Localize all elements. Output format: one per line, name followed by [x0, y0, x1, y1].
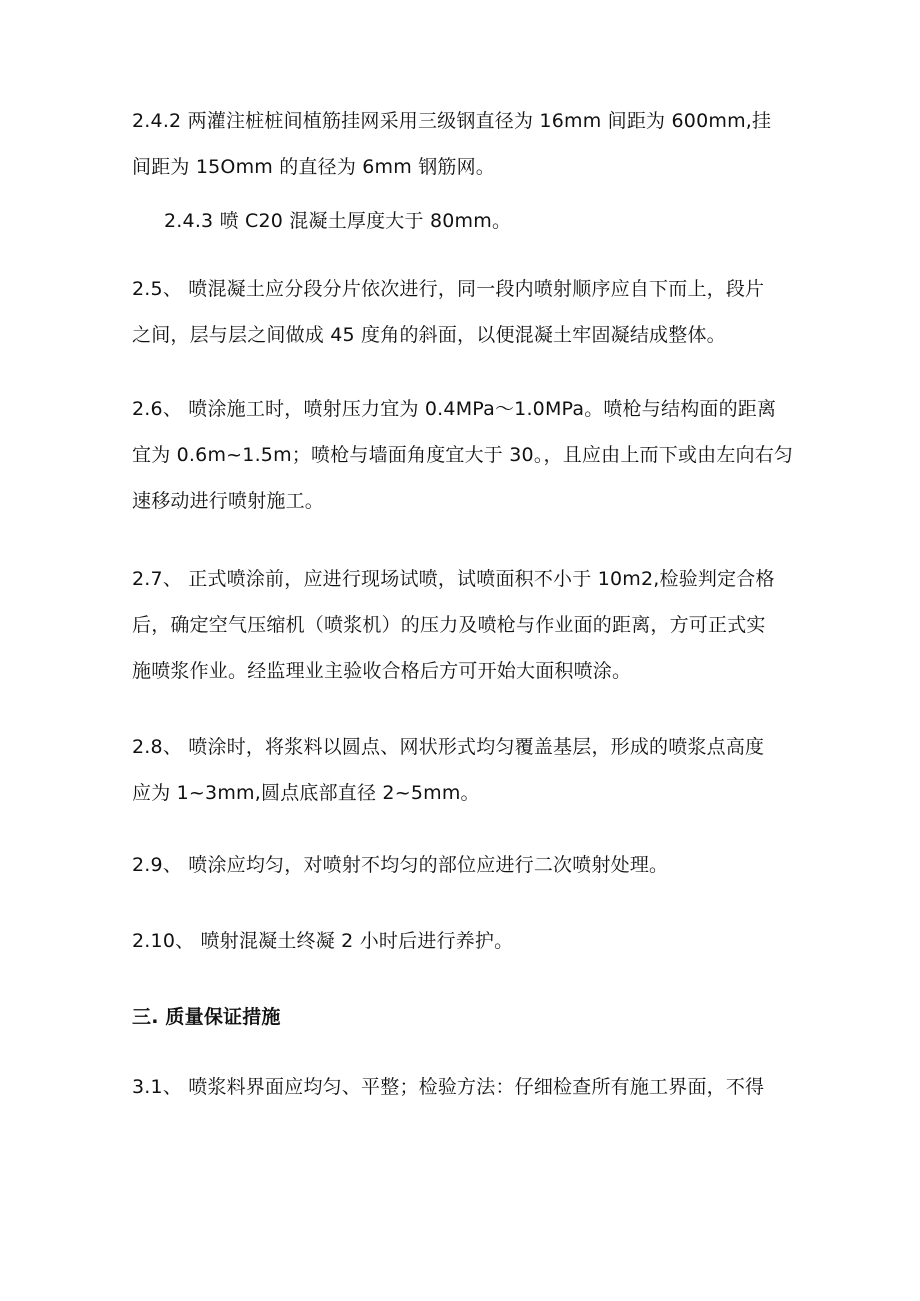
heading-text: 三. 质量保证措施 — [132, 1006, 281, 1028]
text-line: 间距为 15Omm 的直径为 6mm 钢筋网。 — [132, 156, 496, 178]
paragraph-3-1 — [132, 1064, 802, 1110]
text-line: 2.5、 喷混凝土应分段分片依次进行，同一段内喷射顺序应自下而上，段片 — [132, 278, 765, 300]
text-line: 2.4.2 两灌注桩桩间植筋挂网采用三级钢直径为 16mm 间距为 600mm,挂 — [132, 110, 772, 132]
paragraph-2-7 — [132, 556, 802, 694]
text-line: 宜为 0.6m~1.5m；喷枪与墙面角度宜大于 30。，且应由上而下或由左向右匀 — [132, 444, 794, 466]
text-line: 2.4.3 喷 C20 混凝土厚度大于 80mm。 — [164, 210, 512, 232]
paragraph-2-4-3 — [164, 198, 834, 244]
paragraph-2-6 — [132, 386, 802, 524]
text-line: 2.10、 喷射混凝土终凝 2 小时后进行养护。 — [132, 930, 514, 952]
text-line: 之间，层与层之间做成 45 度角的斜面，以便混凝土牢固凝结成整体。 — [132, 324, 726, 346]
section-heading — [132, 994, 802, 1040]
text-line: 2.6、 喷涂施工时，喷射压力宜为 0.4MPa～1.0MPa。喷枪与结构面的距离 — [132, 398, 777, 420]
text-line: 2.9、 喷涂应均匀，对喷射不均匀的部位应进行二次喷射处理。 — [132, 854, 669, 876]
text-line: 施喷浆作业。经监理业主验收合格后方可开始大面积喷涂。 — [132, 660, 632, 682]
text-line: 应为 1~3mm,圆点底部直径 2~5mm。 — [132, 782, 480, 804]
paragraph-2-8 — [132, 724, 802, 816]
text-line: 后，确定空气压缩机（喷浆机）的压力及喷枪与作业面的距离，方可正式实 — [132, 614, 766, 636]
text-line: 2.8、 喷涂时，将浆料以圆点、网状形式均匀覆盖基层，形成的喷浆点高度 — [132, 736, 765, 758]
text-line: 3.1、 喷浆料界面应均匀、平整；检验方法：仔细检查所有施工界面，不得 — [132, 1076, 765, 1098]
paragraph-2-4-2 — [132, 98, 802, 190]
text-line: 2.7、 正式喷涂前，应进行现场试喷，试喷面积不小于 10m2,检验判定合格 — [132, 568, 775, 590]
paragraph-2-9 — [132, 842, 802, 888]
paragraph-2-5 — [132, 266, 802, 358]
text-line: 速移动进行喷射施工。 — [132, 490, 325, 512]
paragraph-2-10 — [132, 918, 802, 964]
